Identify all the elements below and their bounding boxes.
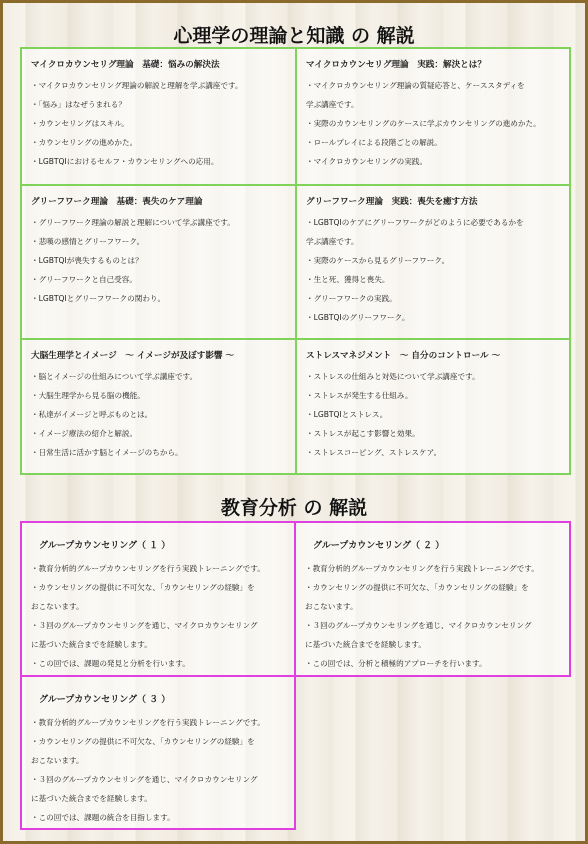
course-item: ・グリーフワーク理論の解説と理解について学ぶ講座です。 xyxy=(31,218,235,227)
course-item: ・ストレスが発生する仕組み。 xyxy=(306,391,413,400)
section-title-education: 教育分析 の 解説 xyxy=(220,497,368,519)
course-item: ・LGBTQIが喪失するものとは？ xyxy=(31,256,143,265)
course-heading: マイクロカウンセリグ理論 実践：解決とは？ xyxy=(306,60,486,70)
course-heading: グループカウンセリング（ ２ ） xyxy=(313,541,445,551)
course-cell-grief-practice xyxy=(295,184,571,340)
course-item: ・日常生活に活かす脳とイメージのちから。 xyxy=(31,448,183,457)
course-item: ・３回のグループカウンセリングを通じ、マイクロカウンセリング xyxy=(31,621,258,630)
section-title-psychology: 心理学の理論と知識 の 解説 xyxy=(173,25,415,47)
course-item: ・イメージ療法の紹介と解説。 xyxy=(31,429,138,438)
course-cell-micro-practice xyxy=(295,47,571,186)
course-heading: グリーフワーク理論 基礎：喪失のケア理論 xyxy=(31,197,203,207)
course-item: ・LGBTQIとグリーフワークの関わり。 xyxy=(31,294,166,303)
course-item: ・実際のカウンセリングのケースに学ぶカウンセリングの進めかた。 xyxy=(306,119,541,128)
course-item: ・LGBTQIのケアにグリーフワークがどのように必要であるかを xyxy=(306,218,524,227)
course-item: ・カウンセリングの進めかた。 xyxy=(31,138,138,147)
course-item: ・グリーフワークの実践。 xyxy=(306,294,397,303)
course-heading: 大脳生理学とイメージ ～ イメージが及ぼす影響 ～ xyxy=(31,351,235,361)
course-item: 学ぶ講座です。 xyxy=(306,100,359,109)
course-item: ・ロールプレイによる段階ごとの解説。 xyxy=(306,138,442,147)
course-item: ・ストレスが起こす影響と効果。 xyxy=(306,429,420,438)
course-item: ・大脳生理学から見る脳の機能。 xyxy=(31,391,145,400)
course-item: ・グリーフワークと自己受容。 xyxy=(31,275,137,284)
course-item: ・教育分析的グループカウンセリングを行う実践トレーニングです。 xyxy=(31,564,265,573)
course-heading: ストレスマネジメント ～ 自分のコントロール ～ xyxy=(306,351,501,361)
course-item: ・カウンセリングの提供に不可欠な、「カウンセリングの経験」を xyxy=(31,583,255,592)
course-cell-group-3 xyxy=(20,675,296,830)
course-item: ・この回では、分析と積極的アプローチを行います。 xyxy=(305,659,487,668)
course-heading: マイクロカウンセリグ理論 基礎：悩みの解決法 xyxy=(31,60,220,70)
course-item: に基づいた統合までを経験します。 xyxy=(305,640,426,649)
course-heading: グループカウンセリング（ １ ） xyxy=(39,541,171,551)
course-cell-brain-image xyxy=(20,338,297,475)
course-item: ・LGBTQIのグリーフワーク。 xyxy=(306,313,410,322)
course-item: ・悲嘆の感情とグリーフワーク。 xyxy=(31,237,145,246)
course-item: ・「悩み」はなぜうまれる？ xyxy=(31,100,126,109)
course-cell-micro-basic xyxy=(20,47,297,186)
course-item: ・この回では、課題の統合を目指します。 xyxy=(31,813,175,822)
course-item: おこないます。 xyxy=(31,756,84,765)
course-item: おこないます。 xyxy=(305,602,358,611)
course-item: ・私達がイメージと呼ぶものとは。 xyxy=(31,410,153,419)
course-item: ・３回のグループカウンセリングを通じ、マイクロカウンセリング xyxy=(31,775,258,784)
course-item: ・教育分析的グループカウンセリングを行う実践トレーニングです。 xyxy=(31,718,265,727)
course-item: ・マイクロカウンセリング理論の質疑応答と、ケーススタディを xyxy=(306,81,525,90)
course-item: ・ストレスコーピング、ストレスケア。 xyxy=(306,448,442,457)
course-cell-group-2 xyxy=(294,521,571,677)
course-item: ・マイクロカウンセリング理論の解説と理解を学ぶ講座です。 xyxy=(31,81,243,90)
course-item: おこないます。 xyxy=(31,602,84,611)
course-item: に基づいた統合までを経験します。 xyxy=(31,794,152,803)
course-item: ・ストレスの仕組みと対処について学ぶ講座です。 xyxy=(306,372,480,381)
course-cell-group-1 xyxy=(20,521,296,677)
course-item: 学ぶ講座です。 xyxy=(306,237,359,246)
course-item: ・３回のグループカウンセリングを通じ、マイクロカウンセリング xyxy=(305,621,532,630)
course-item: ・生と死、獲得と喪失。 xyxy=(306,275,390,284)
course-item: ・脳とイメージの仕組みについて学ぶ講座です。 xyxy=(31,372,198,381)
course-cell-stress xyxy=(295,338,571,475)
course-item: ・マイクロカウンセリングの実践。 xyxy=(306,157,428,166)
course-item: ・カウンセリングはスキル。 xyxy=(31,119,129,128)
course-item: ・カウンセリングの提供に不可欠な、「カウンセリングの経験」を xyxy=(305,583,529,592)
course-item: ・LGBTQIにおけるセルフ・カウンセリングへの応用。 xyxy=(31,157,219,166)
course-item: ・この回では、課題の発見と分析を行います。 xyxy=(31,659,190,668)
course-item: ・実際のケースから見るグリーフワーク。 xyxy=(306,256,450,265)
course-heading: グリーフワーク理論 実践：喪失を癒す方法 xyxy=(306,197,478,207)
course-item: に基づいた統合までを経験します。 xyxy=(31,640,152,649)
course-item: ・LGBTQIとストレス。 xyxy=(306,410,388,419)
course-item: ・教育分析的グループカウンセリングを行う実践トレーニングです。 xyxy=(305,564,539,573)
course-cell-grief-basic xyxy=(20,184,297,340)
course-heading: グループカウンセリング（ ３ ） xyxy=(39,695,171,705)
course-item: ・カウンセリングの提供に不可欠な、「カウンセリングの経験」を xyxy=(31,737,255,746)
